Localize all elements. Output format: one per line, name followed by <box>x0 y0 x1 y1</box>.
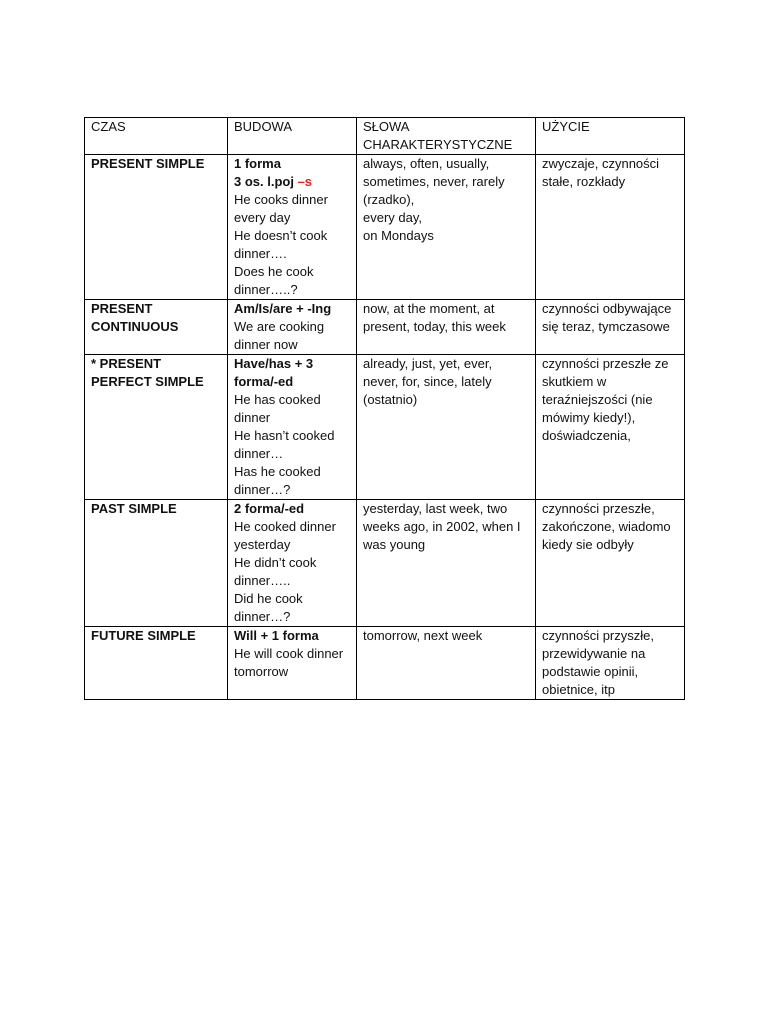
keywords-cell <box>357 500 536 627</box>
usage-cell <box>536 155 685 300</box>
example-sentence: He doesn’t cook dinner…. <box>234 228 328 261</box>
example-sentence: He didn’t cook dinner….. <box>234 555 317 588</box>
tense-name: PRESENT SIMPLE <box>91 156 205 171</box>
keywords-cell <box>357 300 536 355</box>
budowa-cell <box>228 300 357 355</box>
budowa-cell <box>228 355 357 500</box>
example-sentence: He cooked dinner yesterday <box>234 519 336 552</box>
structure-formula: 2 forma/-ed <box>234 501 305 516</box>
tense-name: FUTURE SIMPLE <box>91 628 196 643</box>
structure-rule-text: 3 os. l.poj <box>234 174 298 189</box>
example-sentence: Did he cook dinner…? <box>234 591 303 624</box>
budowa-cell <box>228 155 357 300</box>
tense-cell <box>85 155 228 300</box>
structure-formula: Have/has + 3 forma/-ed <box>234 356 314 389</box>
structure-formula: Will + 1 forma <box>234 628 319 643</box>
table-row <box>85 155 685 300</box>
table-row <box>85 300 685 355</box>
structure-rule-suffix: –s <box>297 174 313 189</box>
usage-cell <box>536 300 685 355</box>
tense-name: PRESENT CONTINUOUS <box>91 301 179 334</box>
keywords-cell <box>357 355 536 500</box>
tense-cell <box>85 355 228 500</box>
header-cell-uzycie: UŻYCIE <box>536 118 685 155</box>
example-sentence: He cooks dinner every day <box>234 192 328 225</box>
example-sentence: He will cook dinner tomorrow <box>234 646 344 679</box>
tense-cell <box>85 300 228 355</box>
header-cell-slowa: SŁOWA CHARAKTERYSTYCZNE <box>357 118 536 155</box>
tense-name: * PRESENT PERFECT SIMPLE <box>91 356 204 389</box>
example-sentence: He hasn’t cooked dinner… <box>234 428 335 461</box>
example-sentence: He has cooked dinner <box>234 392 321 425</box>
header-cell-budowa: BUDOWA <box>228 118 357 155</box>
usage-text: czynności odbywające się teraz, tymczasowe <box>542 301 672 334</box>
keywords-text: now, at the moment, at present, today, this week <box>363 301 506 334</box>
structure-formula: 1 forma <box>234 156 281 171</box>
budowa-cell <box>228 627 357 700</box>
table-row <box>85 355 685 500</box>
structure-rule <box>234 173 350 191</box>
usage-cell <box>536 627 685 700</box>
keywords-text: on Mondays <box>363 228 434 243</box>
keywords-text: tomorrow, next week <box>363 628 483 643</box>
tense-cell <box>85 627 228 700</box>
usage-cell <box>536 355 685 500</box>
keywords-text: already, just, yet, ever, never, for, since, lately (ostatnio) <box>363 356 493 407</box>
keywords-text: always, often, usually, sometimes, never, rarely (rzadko), <box>363 156 505 207</box>
structure-formula: Am/Is/are + -Ing <box>234 301 332 316</box>
keywords-cell <box>357 627 536 700</box>
usage-text: czynności przeszłe, zakończone, wiadomo kiedy sie odbyły <box>542 501 671 552</box>
budowa-cell <box>228 500 357 627</box>
usage-text: czynności przeszłe ze skutkiem w teraźniejszości (nie mówimy kiedy!), doświadczenia, <box>542 356 669 443</box>
tense-cell <box>85 500 228 627</box>
table-header-row <box>85 118 685 155</box>
tenses-table <box>84 117 685 700</box>
usage-text: czynności przyszłe, przewidywanie na podstawie opinii, obietnice, itp <box>542 628 654 697</box>
tense-name: PAST SIMPLE <box>91 501 177 516</box>
usage-cell <box>536 500 685 627</box>
keywords-cell <box>357 155 536 300</box>
example-sentence: We are cooking dinner now <box>234 319 325 352</box>
keywords-text: yesterday, last week, two weeks ago, in 2002, when I was young <box>363 501 521 552</box>
header-cell-czas: CZAS <box>85 118 228 155</box>
usage-text: zwyczaje, czynności stałe, rozkłady <box>542 156 660 189</box>
table-row <box>85 500 685 627</box>
example-sentence: Has he cooked dinner…? <box>234 464 321 497</box>
keywords-text: every day, <box>363 210 423 225</box>
table-row <box>85 627 685 700</box>
example-sentence: Does he cook dinner…..? <box>234 264 314 297</box>
